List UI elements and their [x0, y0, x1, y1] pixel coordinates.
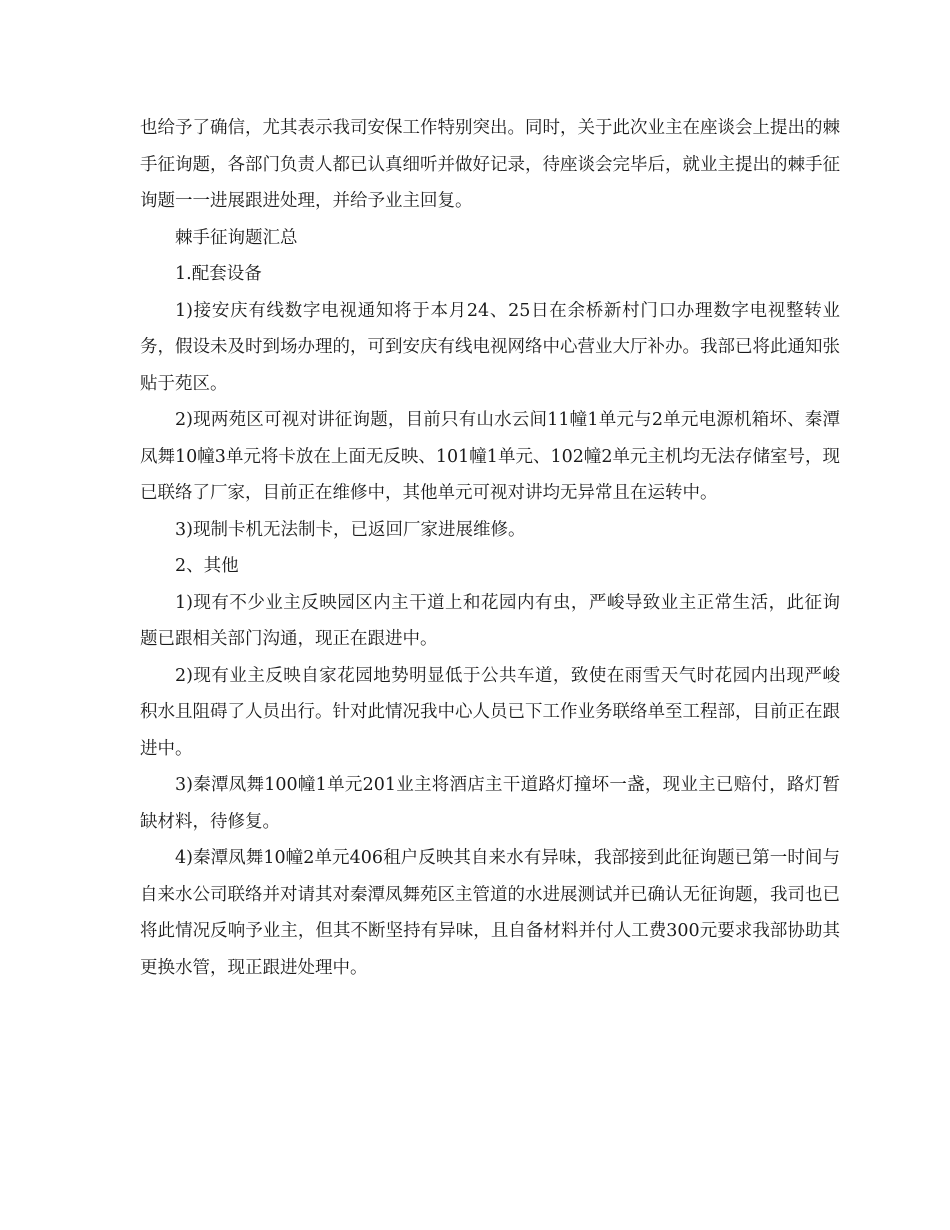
paragraph-equipment-1: 1)接安庆有线数字电视通知将于本月24、25日在余桥新村门口办理数字电视整转业务，假设未及时到场办理的，可到安庆有线电视网络中心营业大厅补办。我部已将此通知张贴于苑区。 [140, 300, 840, 394]
paragraph-other-1: 1)现有不少业主反映园区内主干道上和花园内有虫，严峻导致业主正常生活，此征询题已跟相关部门沟通，现正在跟进中。 [140, 592, 840, 649]
section-heading-other: 2、其他 [175, 556, 239, 576]
paragraph-equipment-3: 3)现制卡机无法制卡，已返回厂家进展维修。 [175, 519, 526, 540]
heading-summary: 棘手征询题汇总 [175, 227, 298, 248]
paragraph-other-4: 4)秦潭凤舞10幢2单元406租户反映其自来水有异味，我部接到此征询题已第一时间与自来水公司联络并对请其对秦潭凤舞苑区主管道的水进展测试并已确认无征询题，我司也已将此情况反响予业主，但其不断坚持有异味，且自备材料并付人工费300元要求我部协助其更换水管，现正跟进处理中。 [140, 848, 840, 978]
document-body [140, 110, 840, 986]
paragraph-other-3: 3)秦潭凤舞100幢1单元201业主将酒店主干道路灯撞坏一盏，现业主已赔付，路灯暂缺材料，待修复。 [140, 775, 840, 832]
paragraph-other-2: 2)现有业主反映自家花园地势明显低于公共车道，致使在雨雪天气时花园内出现严峻积水且阻碍了人员出行。针对此情况我中心人员已下工作业务联络单至工程部，目前正在跟进中。 [140, 665, 840, 759]
paragraph-continuation: 也给予了确信，尤其表示我司安保工作特别突出。同时，关于此次业主在座谈会上提出的棘手征询题，各部门负责人都已认真细听并做好记录，待座谈会完毕后，就业主提出的棘手征询题一一进展跟进处理，并给予业主回复。 [140, 118, 840, 211]
section-heading-equipment: 1.配套设备 [175, 264, 262, 284]
paragraph-equipment-2: 2)现两苑区可视对讲征询题，目前只有山水云间11幢1单元与2单元电源机箱坏、秦潭凤舞10幢3单元将卡放在上面无反映、101幢1单元、102幢2单元主机均无法存储室号，现已联络了厂家，目前正在维修中，其他单元可视对讲均无异常且在运转中。 [140, 410, 840, 503]
